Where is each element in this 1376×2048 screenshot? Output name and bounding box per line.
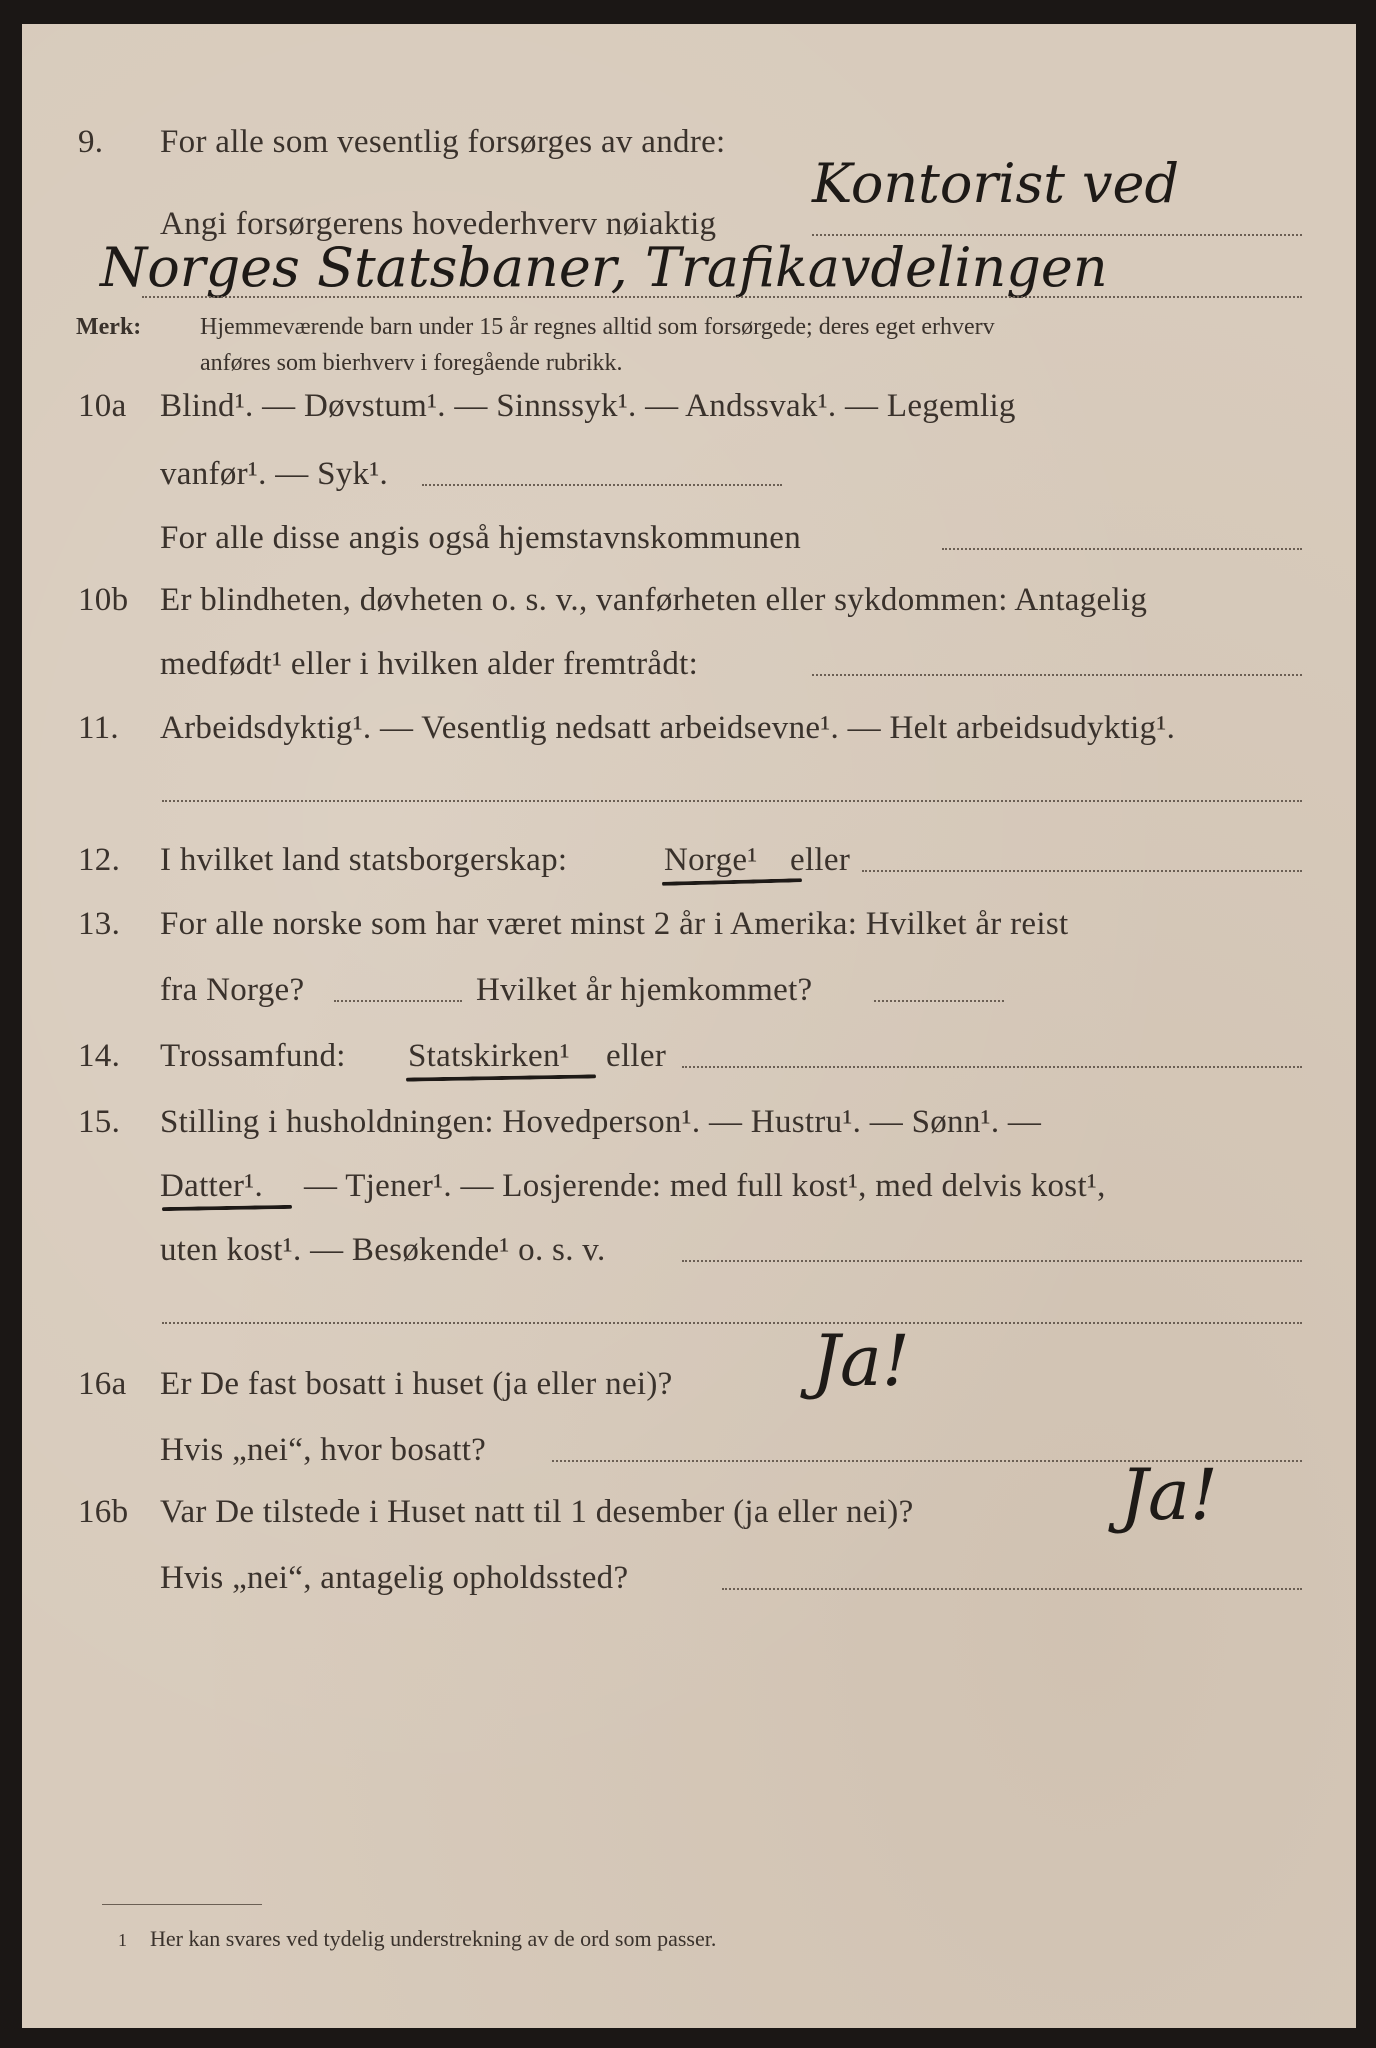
q15-handwritten-underline [162,1205,292,1211]
q10a-text-line2: vanfør¹. — Syk¹. [160,456,389,492]
q16a-text-line1: Er De fast bosatt i huset (ja eller nei)? [160,1366,673,1402]
q14-option-statskirken: Statskirken¹ [408,1038,570,1074]
q16a-handwritten-answer: Ja! [812,1320,910,1402]
q9-number: 9. [78,124,104,160]
q9-text-line1: For alle som vesentlig forsørges av andre: [160,124,726,160]
q15-text-line1: Stilling i husholdningen: Hovedperson¹. — Hustru¹. — Sønn¹. — [160,1104,1042,1140]
q13-text-line2a: fra Norge? [160,972,305,1008]
merk-label: Merk: [76,314,142,340]
q10a-text-line1: Blind¹. — Døvstum¹. — Sinnssyk¹. — Andssvak¹. — Legemlig [160,388,1016,424]
q10b-number: 10b [78,582,129,618]
footnote-text: Her kan svares ved tydelig understrekning av de ord som passer. [150,1926,717,1951]
q11-text-line1: Arbeidsdyktig¹. — Vesentlig nedsatt arbeidsevne¹. — Helt arbeidsudyktig¹. [160,710,1176,746]
census-form-page [22,24,1356,2028]
q14-text-suffix: eller [606,1038,667,1074]
q16a-text-line2: Hvis „nei“, hvor bosatt? [160,1432,487,1468]
q14-number: 14. [78,1038,121,1074]
q12-option-norge: Norge¹ [664,842,758,878]
q16b-dotted-line [722,1588,1302,1590]
q15-number: 15. [78,1104,121,1140]
footnote-mark: 1 [118,1930,127,1950]
footnote-separator [102,1904,262,1905]
q11-number: 11. [78,710,119,746]
q13-reist-dotted-line [334,1000,462,1002]
q10a-hjemstavn-dotted-line [942,548,1302,550]
q16b-number: 16b [78,1494,129,1530]
merk-text-line2: anføres som bierhverv i foregående rubrikk. [200,350,623,376]
q12-text-suffix: eller [790,842,851,878]
q15-dotted-line [682,1260,1302,1262]
q12-number: 12. [78,842,121,878]
q14-text-prefix: Trossamfund: [160,1038,346,1074]
q16b-handwritten-answer: Ja! [1120,1454,1218,1536]
q13-hjemkommet-dotted-line [874,1000,1004,1002]
q16a-number: 16a [78,1366,127,1402]
q10b-text-line2: medfødt¹ eller i hvilken alder fremtrådt: [160,646,699,682]
q12-text-prefix: I hvilket land statsborgerskap: [160,842,568,878]
q13-text-line1: For alle norske som har været minst 2 år i Amerika: Hvilket år reist [160,906,1069,942]
q13-text-line2b: Hvilket år hjemkommet? [476,972,813,1008]
q13-number: 13. [78,906,121,942]
q10a-syk-dotted-line [422,484,782,486]
q15-extra-dotted-line [162,1322,1302,1324]
q10a-number: 10a [78,388,127,424]
q9-handwritten-answer1: Kontorist ved [812,152,1180,215]
q9-text-line2: Angi forsørgerens hovederhverv nøiaktig [160,206,717,242]
q16b-text-line1: Var De tilstede i Huset natt til 1 desember (ja eller nei)? [160,1494,914,1530]
q9-answer2-dotted-line [142,296,1302,298]
q15-text-line3: uten kost¹. — Besøkende¹ o. s. v. [160,1232,606,1268]
q15-text-line2rest: — Tjener¹. — Losjerende: med full kost¹, med delvis kost¹, [304,1168,1106,1204]
q10a-text-line3: For alle disse angis også hjemstavnskommunen [160,520,802,556]
merk-text-line1: Hjemmeværende barn under 15 år regnes alltid som forsørgede; deres eget erhverv [200,314,995,340]
q16b-text-line2: Hvis „nei“, antagelig opholdssted? [160,1560,629,1596]
q10b-text-line1: Er blindheten, døvheten o. s. v., vanførheten eller sykdommen: Antagelig [160,582,1148,618]
q10b-dotted-line [812,674,1302,676]
q12-dotted-line [862,870,1302,872]
q15-option-datter: Datter¹. [160,1168,263,1204]
q14-dotted-line [682,1066,1302,1068]
q9-handwritten-answer2: Norges Statsbaner, Trafikavdelingen [100,236,1108,299]
q11-dotted-line [162,800,1302,802]
